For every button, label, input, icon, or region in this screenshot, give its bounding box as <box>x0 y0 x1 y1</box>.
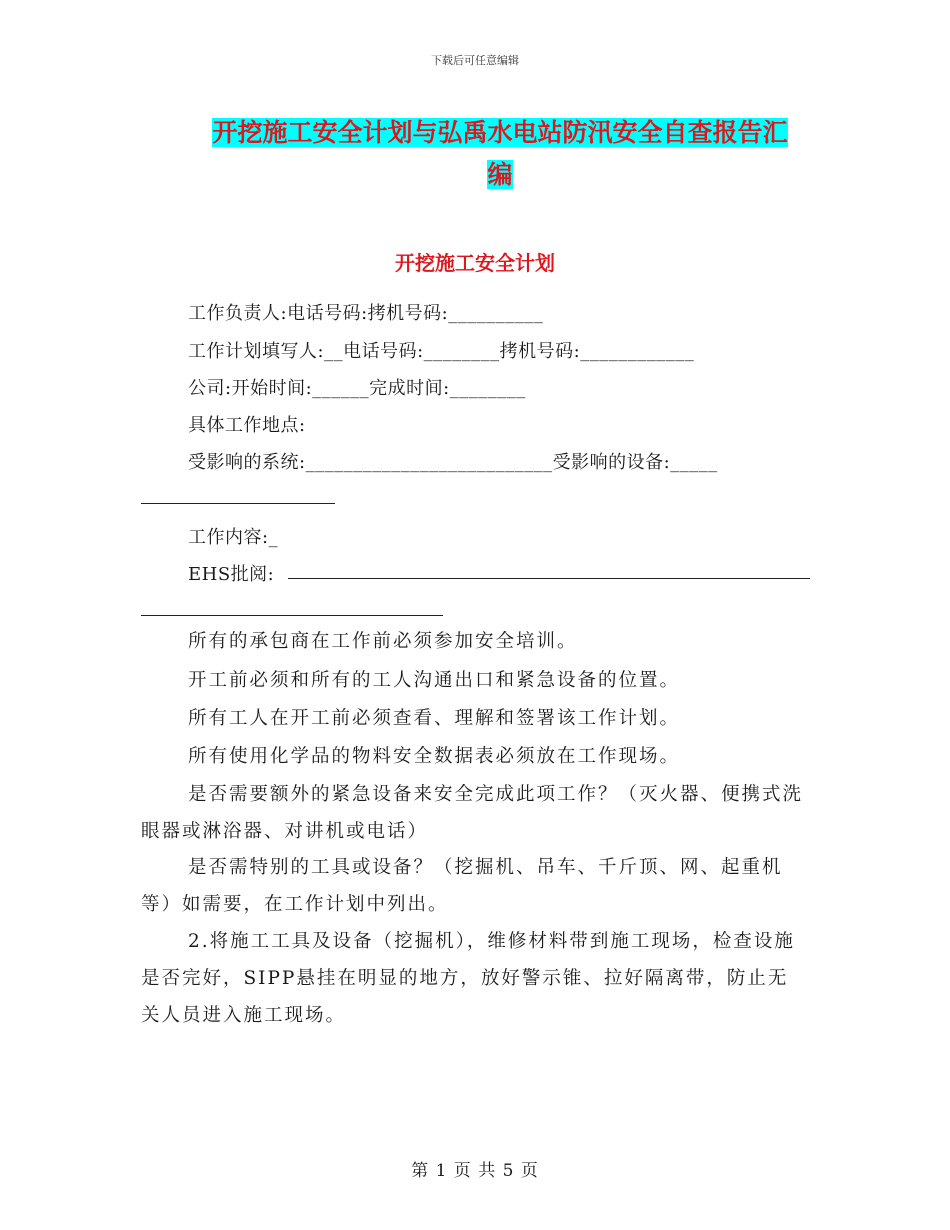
paragraph-special-tools: 是否需特别的工具或设备？（挖掘机、吊车、千斤顶、网、起重机等）如需要，在工作计划中列出。 <box>141 857 783 915</box>
form-line-company-time: 公司:开始时间:______完成时间:________ <box>188 378 526 399</box>
paragraph-emergency-equipment: 是否需要额外的紧急设备来安全完成此项工作？（灭火器、便携式洗眼器或淋浴器、对讲机或电话） <box>141 784 804 842</box>
ehs-review-blank-continued <box>141 615 443 616</box>
document-title-line-1: 开挖施工安全计划与弘禹水电站防汛安全自查报告汇 <box>212 118 788 147</box>
form-line-ehs-review: EHS批阅: <box>188 564 275 585</box>
paragraph-sign-plan: 所有工人在开工前必须查看、理解和签署该工作计划。 <box>188 708 681 729</box>
form-line-affected-systems: 受影响的系统:__________________________受影响的设备:_____ <box>188 452 718 473</box>
paragraph-step-2: 2.将施工工具及设备（挖掘机），维修材料带到施工现场，检查设施是否完好，SIPP悬挂在明显的地方，放好警示锥、拉好隔离带，防止无关人员进入施工现场。 <box>141 931 795 1026</box>
paragraph-safety-training: 所有的承包商在工作前必须参加安全培训。 <box>188 631 578 652</box>
form-blank-line-continued <box>141 503 335 504</box>
paragraph-exits-communication: 开工前必须和所有的工人沟通出口和紧急设备的位置。 <box>188 670 681 691</box>
form-line-responsible: 工作负责人:电话号码:拷机号码:__________ <box>188 303 544 324</box>
document-title-line-2: 编 <box>487 160 513 189</box>
document-title <box>194 112 806 196</box>
page-footer: 第 1 页 共 5 页 <box>411 1161 539 1181</box>
page-header: 下载后可任意编辑 <box>431 54 519 67</box>
ehs-review-blank <box>288 578 810 579</box>
form-line-planner: 工作计划填写人:__电话号码:________拷机号码:____________ <box>188 341 695 362</box>
form-line-location: 具体工作地点: <box>188 415 306 436</box>
form-line-work-content: 工作内容:_ <box>188 527 279 548</box>
section-title: 开挖施工安全计划 <box>395 251 555 275</box>
paragraph-msds: 所有使用化学品的物料安全数据表必须放在工作现场。 <box>188 746 681 767</box>
